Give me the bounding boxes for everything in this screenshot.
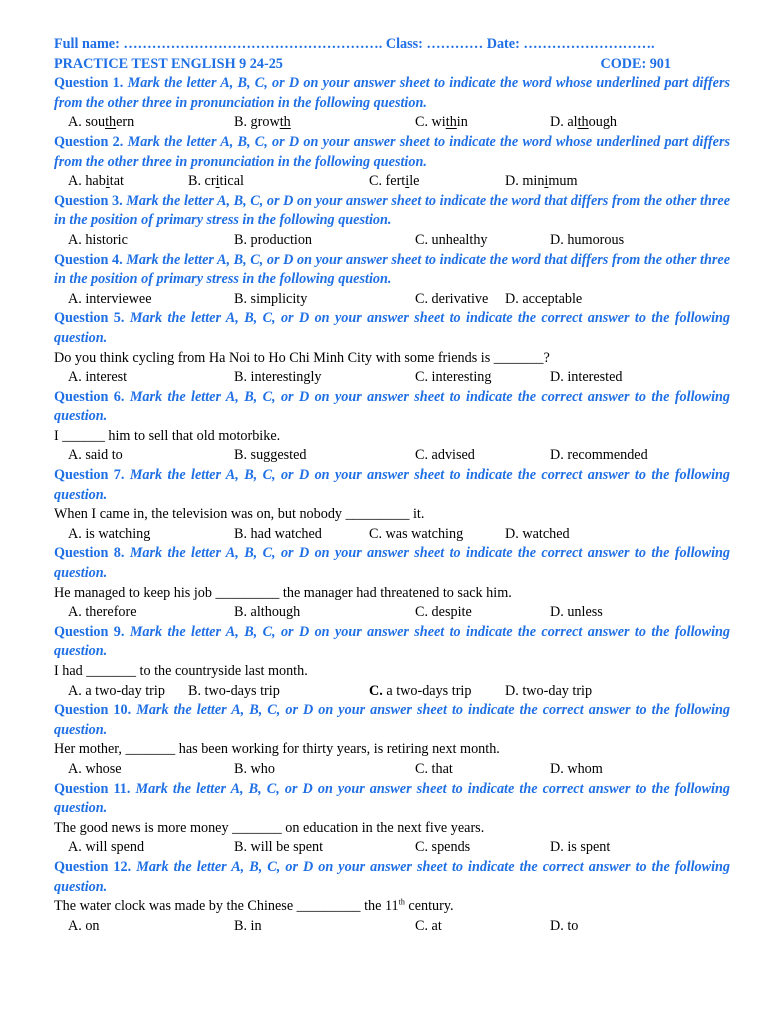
- option-a[interactable]: A. said to: [68, 447, 123, 464]
- option-a[interactable]: A. is watching: [68, 525, 151, 542]
- question-heading: [54, 780, 730, 819]
- option-text-end: tical: [219, 173, 244, 190]
- option-c[interactable]: C. despite: [415, 604, 472, 621]
- question-stem: When I came in, the television was on, but nobody _________ it.: [54, 506, 425, 523]
- answer-options: [54, 838, 730, 858]
- question-list: [54, 74, 730, 936]
- option-b[interactable]: B. interestingly: [234, 369, 322, 386]
- option-a[interactable]: A. interest: [68, 369, 128, 386]
- question-instruction: Mark the letter A, B, C, or D on your answer sheet to indicate the correct answer to the following question.: [54, 388, 731, 425]
- answer-options: [54, 172, 730, 192]
- option-b[interactable]: B. production: [234, 231, 313, 248]
- question-heading: [54, 623, 730, 662]
- question-heading: [54, 388, 730, 427]
- question-number: Question 6.: [54, 388, 125, 405]
- option-d[interactable]: D. recommended: [550, 447, 648, 464]
- option-text: C. wi: [415, 114, 446, 131]
- question-heading: [54, 251, 730, 290]
- question-instruction: Mark the letter A, B, C, or D on your answer sheet to indicate the word whose underlined part differs from the other three in pronunciation in the following question.: [54, 133, 731, 170]
- question-heading: [54, 74, 730, 113]
- question-block: [54, 74, 730, 133]
- question-block: [54, 192, 730, 251]
- question-number: Question 9.: [54, 623, 125, 640]
- question-stem: I ______ him to sell that old motorbike.: [54, 427, 281, 444]
- option-d[interactable]: D. acceptable: [505, 290, 583, 307]
- question-instruction: Mark the letter A, B, C, or D on your answer sheet to indicate the word whose underlined part differs from the other three in pronunciation in the following question.: [54, 75, 731, 111]
- answer-options: [54, 113, 730, 133]
- option-b[interactable]: B. suggested: [234, 447, 307, 464]
- question-number: Question 1.: [54, 75, 124, 92]
- option-b[interactable]: B. will be spent: [234, 839, 324, 856]
- option-b[interactable]: B. although: [234, 604, 301, 621]
- option-text: A. sou: [68, 114, 106, 131]
- option-c[interactable]: [415, 113, 468, 133]
- option-b[interactable]: [188, 172, 244, 192]
- underlined-part: i: [544, 173, 549, 190]
- option-text: a two-days trip: [386, 682, 472, 699]
- option-d[interactable]: D. watched: [505, 525, 570, 542]
- question-instruction: Mark the letter A, B, C, or D on your answer sheet to indicate the correct answer to the following question.: [54, 623, 731, 660]
- question-stem: [54, 897, 730, 917]
- option-b[interactable]: B. two-days trip: [188, 682, 280, 699]
- option-text-end: mum: [548, 173, 578, 190]
- option-d[interactable]: D. unless: [550, 604, 603, 621]
- option-a[interactable]: A. historic: [68, 231, 128, 248]
- underlined-part: th: [445, 114, 457, 131]
- question-heading: [54, 858, 730, 897]
- answer-options: [54, 917, 730, 937]
- question-stem: The good news is more money _______ on education in the next five years.: [54, 819, 485, 836]
- option-c[interactable]: C. interesting: [415, 369, 492, 386]
- option-a[interactable]: A. therefore: [68, 604, 137, 621]
- option-c[interactable]: C. spends: [415, 839, 471, 856]
- option-a[interactable]: [68, 172, 124, 192]
- option-text: D. min: [505, 173, 545, 190]
- option-d[interactable]: D. interested: [550, 369, 623, 386]
- option-a[interactable]: A. will spend: [68, 839, 145, 856]
- question-block: [54, 780, 730, 858]
- name-class-date-line: Full name: ………………………………………………. Class: ………… Date: ……………………….: [54, 36, 655, 52]
- option-text-end: ern: [116, 114, 135, 131]
- question-number: Question 5.: [54, 310, 125, 327]
- question-heading: [54, 309, 730, 348]
- option-text-end: tat: [109, 173, 124, 190]
- question-instruction: Mark the letter A, B, C, or D on your answer sheet to indicate the correct answer to the following question.: [54, 702, 730, 738]
- question-instruction: Mark the letter A, B, C, or D on your answer sheet to indicate the word that differs from the other three in the position of primary stress in the following question.: [54, 251, 730, 288]
- question-block: [54, 544, 730, 622]
- stem-text-end: century.: [404, 898, 454, 915]
- answer-options: [54, 231, 730, 251]
- underlined-part: i: [405, 173, 410, 190]
- underlined-part: th: [577, 114, 589, 131]
- option-c[interactable]: [369, 682, 471, 702]
- question-number: Question 3.: [54, 192, 123, 209]
- option-a[interactable]: [68, 113, 134, 133]
- option-text-end: in: [456, 114, 468, 131]
- option-b[interactable]: [234, 113, 291, 133]
- question-heading: [54, 544, 730, 583]
- question-instruction: Mark the letter A, B, C, or D on your answer sheet to indicate the correct answer to the following question.: [54, 858, 730, 895]
- option-text: B. grow: [234, 114, 280, 131]
- option-text: B. cr: [188, 173, 216, 190]
- option-a[interactable]: A. a two-day trip: [68, 682, 165, 699]
- option-c[interactable]: C. that: [415, 760, 453, 777]
- option-b[interactable]: B. in: [234, 917, 262, 934]
- question-number: Question 8.: [54, 545, 125, 562]
- stem-text: The water clock was made by the Chinese _________ the 11: [54, 898, 399, 915]
- option-d[interactable]: D. humorous: [550, 231, 625, 248]
- option-c[interactable]: C. was watching: [369, 525, 464, 542]
- question-heading: [54, 701, 730, 740]
- question-block: [54, 858, 730, 936]
- question-stem: I had _______ to the countryside last month.: [54, 663, 308, 679]
- option-d[interactable]: [550, 113, 617, 133]
- question-instruction: Mark the letter A, B, C, or D on your answer sheet to indicate the correct answer to the following question.: [54, 780, 730, 817]
- underlined-part: th: [279, 114, 291, 131]
- question-stem: He managed to keep his job _________ the manager had threatened to sack him.: [54, 584, 512, 601]
- exam-page: [54, 0, 730, 936]
- answer-options: [54, 603, 730, 623]
- answer-options: [54, 760, 730, 780]
- option-b[interactable]: B. had watched: [234, 525, 322, 542]
- question-instruction: Mark the letter A, B, C, or D on your answer sheet to indicate the word that differs from the other three in the position of primary stress in the following question.: [54, 192, 730, 229]
- question-number: Question 10.: [54, 702, 132, 719]
- answer-options: [54, 446, 730, 466]
- option-d[interactable]: [505, 172, 578, 192]
- option-d[interactable]: D. whom: [550, 760, 603, 777]
- question-heading: [54, 466, 730, 505]
- question-block: [54, 701, 730, 779]
- option-b[interactable]: B. who: [234, 760, 275, 777]
- option-d[interactable]: D. is spent: [550, 839, 611, 856]
- option-a[interactable]: A. whose: [68, 760, 122, 777]
- option-c[interactable]: C. advised: [415, 447, 475, 464]
- question-instruction: Mark the letter A, B, C, or D on your answer sheet to indicate the correct answer to the following question.: [54, 310, 731, 346]
- option-d[interactable]: D. to: [550, 917, 579, 934]
- option-a[interactable]: A. on: [68, 917, 100, 934]
- question-number: Question 4.: [54, 251, 123, 268]
- answer-options: [54, 368, 730, 388]
- question-block: [54, 133, 730, 192]
- question-block: [54, 251, 730, 310]
- underlined-part: i: [105, 173, 110, 190]
- question-stem: Do you think cycling from Ha Noi to Ho Chi Minh City with some friends is _______?: [54, 349, 550, 366]
- option-a[interactable]: A. interviewee: [68, 290, 152, 307]
- exam-title: PRACTICE TEST ENGLISH 9 24-25: [54, 55, 283, 72]
- question-block: [54, 309, 730, 387]
- question-instruction: Mark the letter A, B, C, or D on your answer sheet to indicate the correct answer to the following question.: [54, 545, 731, 582]
- question-number: Question 12.: [54, 858, 132, 875]
- question-number: Question 7.: [54, 467, 125, 484]
- answer-options: [54, 525, 730, 545]
- question-number: Question 2.: [54, 133, 124, 150]
- question-heading: [54, 133, 730, 172]
- question-heading: [54, 192, 730, 231]
- answer-options: [54, 290, 730, 310]
- question-instruction: Mark the letter A, B, C, or D on your answer sheet to indicate the correct answer to the following question.: [54, 467, 731, 503]
- option-text-end: ough: [588, 114, 618, 131]
- option-d[interactable]: D. two-day trip: [505, 682, 593, 699]
- exam-code: CODE: 901: [600, 55, 671, 72]
- answer-options: [54, 682, 730, 702]
- option-c[interactable]: C. derivative: [415, 290, 489, 307]
- underlined-part: i: [215, 173, 220, 190]
- question-block: [54, 388, 730, 466]
- question-stem: Her mother, _______ has been working for thirty years, is retiring next month.: [54, 741, 500, 758]
- option-letter: C.: [369, 682, 383, 699]
- option-text: C. fert: [369, 173, 406, 190]
- option-b[interactable]: B. simplicity: [234, 290, 308, 307]
- option-c[interactable]: C. unhealthy: [415, 231, 488, 248]
- option-c[interactable]: C. at: [415, 917, 442, 934]
- question-block: [54, 623, 730, 701]
- question-block: [54, 466, 730, 544]
- option-text: A. hab: [68, 173, 106, 190]
- option-text: D. al: [550, 114, 578, 131]
- exam-header-row: [54, 55, 730, 75]
- option-text-end: le: [409, 173, 420, 190]
- question-number: Question 11.: [54, 780, 131, 797]
- option-c[interactable]: [369, 172, 419, 192]
- stem-superscript: th: [398, 897, 405, 907]
- underlined-part: th: [105, 114, 117, 131]
